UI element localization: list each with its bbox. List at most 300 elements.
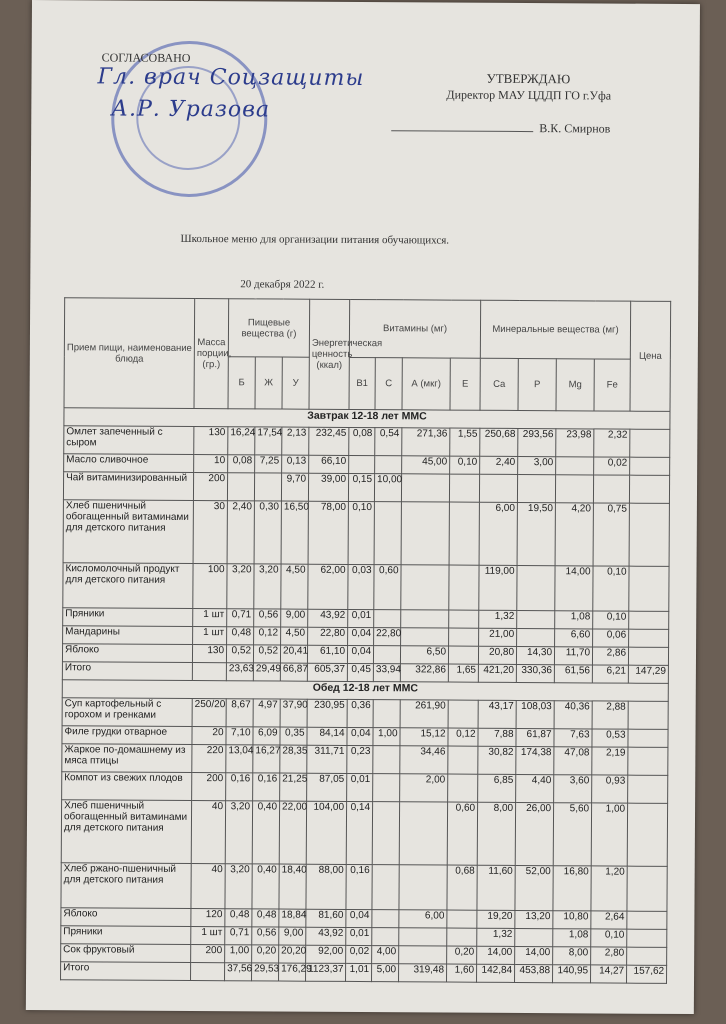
value-cell: 0,10 [593,566,629,611]
value-cell: 3,20 [225,801,252,864]
value-cell: 0,53 [592,729,628,747]
value-cell: 61,87 [516,728,554,746]
value-cell: 2,13 [282,427,309,455]
value-cell [627,803,667,866]
menu-date: 20 декабря 2022 г. [240,278,325,291]
value-cell: 9,00 [279,927,306,945]
value-cell: 61,56 [554,665,592,683]
value-cell [449,628,479,646]
value-cell: 7,88 [478,728,516,746]
value-cell: 140,95 [553,965,591,983]
value-cell: 22,80 [308,627,348,645]
value-cell: 22,00 [279,801,306,864]
value-cell [227,473,254,501]
header-fe: Fe [594,359,630,411]
value-cell [593,475,629,503]
value-cell: 1,01 [346,963,372,981]
value-cell: 0,02 [346,945,372,963]
value-cell [399,946,447,964]
value-cell: 0,93 [592,775,628,803]
signature-line [391,130,533,132]
value-cell [628,747,668,775]
value-cell [372,928,399,946]
value-cell [448,746,478,774]
dish-name-cell: Хлеб пшеничный обогащенный витаминами для детского питания [63,500,193,564]
header-a: А (мкг) [402,358,450,410]
value-cell: 1,00 [225,945,252,963]
menu-table [60,297,671,984]
table-row [63,500,669,567]
value-cell: 87,05 [307,773,347,801]
header-vitamins: Витамины (мг) [349,299,480,358]
value-cell: 10,00 [374,474,401,502]
value-cell: 28,35 [280,745,307,773]
value-cell: 4,00 [372,946,399,964]
value-cell: 2,80 [591,947,627,965]
value-cell: 84,14 [307,727,347,745]
value-cell [627,929,667,947]
value-cell: 2,32 [594,429,630,457]
value-cell: 18,40 [279,864,306,909]
value-cell [447,910,477,928]
value-cell: 92,00 [306,945,346,963]
value-cell: 21,25 [280,773,307,801]
value-cell: 20,41 [280,645,307,663]
value-cell: 1,08 [555,611,593,629]
value-cell: 66,10 [309,455,349,473]
value-cell: 10 [194,454,228,472]
value-cell: 61,10 [307,645,347,663]
value-cell [630,457,670,475]
value-cell: 0,01 [347,773,373,801]
value-cell: 18,84 [279,909,306,927]
value-cell: 4,50 [281,627,308,645]
value-cell: 88,00 [306,864,346,909]
dish-name-cell: Хлеб пшеничный обогащенный витаминами для детского питания [61,800,191,864]
value-cell: 311,71 [307,745,347,773]
value-cell [372,865,399,910]
value-cell: 1,65 [448,664,478,682]
dish-name-cell: Сок фруктовый [61,944,191,963]
value-cell: 2,00 [400,774,448,802]
header-e: Е [450,358,480,410]
value-cell: 250,68 [480,428,518,456]
value-cell: 3,00 [518,456,556,474]
value-cell: 147,29 [628,665,668,683]
table-row [61,863,667,912]
value-cell: 0,06 [593,629,629,647]
header-energy: Энергетическая ценность (ккал) [309,299,350,409]
value-cell: 10,80 [553,911,591,929]
value-cell: 261,90 [400,700,448,728]
section-title: Обед 12-18 лет ММС [62,680,668,702]
value-cell: 0,02 [594,457,630,475]
value-cell: 7,10 [226,727,253,745]
value-cell [627,866,667,911]
value-cell [373,700,400,728]
value-cell: 4,50 [281,564,308,609]
value-cell [375,456,402,474]
dish-name-cell: Кисломолочный продукт для детского питания [63,563,193,609]
value-cell: 0,71 [225,927,252,945]
value-cell: 271,36 [402,428,450,456]
value-cell: 13,20 [515,910,553,928]
value-cell: 20,80 [478,646,516,664]
value-cell: 43,92 [306,927,346,945]
value-cell: 0,08 [349,427,375,455]
value-cell: 104,00 [306,801,346,864]
value-cell: 200 [191,944,225,962]
value-cell: 0,56 [252,927,279,945]
value-cell: 0,20 [447,946,477,964]
director-name: В.К. Смирнов [539,121,611,136]
value-cell: 0,48 [252,909,279,927]
value-cell: 1,00 [373,728,400,746]
value-cell: 0,60 [374,565,401,610]
dish-name-cell: Филе грудки отварное [62,726,192,745]
value-cell: 29,53 [252,963,279,981]
value-cell [627,947,667,965]
value-cell: 1 шт [193,626,227,644]
value-cell [448,646,478,664]
value-cell [629,611,669,629]
value-cell: 14,00 [555,566,593,611]
dish-name-cell: Жаркое по-домашнему из мяса птицы [62,744,192,773]
table-row [61,800,667,867]
value-cell [628,647,668,665]
value-cell [630,429,670,457]
value-cell: 0,60 [447,802,477,865]
value-cell [555,475,593,503]
value-cell: 39,00 [308,473,348,501]
value-cell: 16,24 [228,427,255,455]
dish-name-cell: Пряники [63,608,193,627]
value-cell [399,865,447,910]
value-cell: 108,03 [516,700,554,728]
value-cell: 6,00 [399,910,447,928]
value-cell [401,610,449,628]
value-cell: 0,40 [252,864,279,909]
value-cell: 4,20 [555,503,593,566]
value-cell [191,962,225,980]
value-cell: 7,25 [255,455,282,473]
approved-label: УТВЕРЖДАЮ [486,70,571,87]
value-cell: 0,04 [347,645,373,663]
value-cell: 293,56 [518,428,556,456]
value-cell: 8,67 [226,699,253,727]
value-cell: 200 [192,772,226,800]
value-cell: 3,20 [227,564,254,609]
dish-name-cell: Компот из свежих плодов [62,772,192,801]
value-cell: 45,00 [402,456,450,474]
value-cell: 62,00 [308,564,348,609]
value-cell: 14,30 [516,646,554,664]
value-cell: 0,10 [591,929,627,947]
value-cell [517,565,555,610]
value-cell [449,610,479,628]
value-cell: 1,08 [553,929,591,947]
value-cell: 21,00 [479,628,517,646]
value-cell: 0,12 [448,728,478,746]
value-cell: 0,08 [228,455,255,473]
value-cell: 8,00 [477,802,515,865]
value-cell: 250/20 [192,698,226,726]
value-cell [449,565,479,610]
menu-table-body [61,408,671,984]
value-cell [629,629,669,647]
value-cell: 14,27 [591,965,627,983]
value-cell: 2,40 [480,456,518,474]
value-cell: 3,20 [225,864,252,909]
header-ca: Ca [480,358,518,410]
table-row [62,698,668,730]
agreed-label: СОГЛАСОВАНО [101,50,191,65]
dish-name-cell: Чай витаминизированный [63,472,193,501]
table-row [63,472,669,504]
value-cell: 40 [191,800,225,863]
value-cell: 22,80 [374,628,401,646]
value-cell: 34,46 [400,746,448,774]
value-cell: 11,70 [554,647,592,665]
value-cell [629,475,669,503]
value-cell: 5,00 [372,964,399,982]
value-cell: 2,88 [592,701,628,729]
value-cell: 1,60 [447,964,477,982]
value-cell: 13,04 [226,745,253,773]
dish-name-cell: Суп картофельный с горохом и гренками [62,698,192,727]
value-cell: 605,37 [307,663,347,681]
value-cell: 1,00 [591,803,627,866]
value-cell: 14,00 [515,946,553,964]
value-cell: 0,03 [348,564,374,609]
value-cell: 16,50 [281,501,308,564]
signature-title: Гл. врач Соцзащиты [97,64,365,92]
value-cell [629,503,669,566]
dish-name-cell: Хлеб ржано-пшеничный для детского питания [61,863,191,909]
value-cell [628,775,668,803]
value-cell [517,628,555,646]
value-cell [449,502,479,565]
value-cell [556,457,594,475]
value-cell: 15,12 [400,728,448,746]
value-cell: 0,68 [447,865,477,910]
value-cell: 0,40 [252,801,279,864]
value-cell [401,474,449,502]
dish-name-cell: Итого [62,662,192,681]
value-cell [517,610,555,628]
value-cell: 17,54 [255,427,282,455]
value-cell: 0,16 [226,773,253,801]
value-cell: 6,85 [478,774,516,802]
value-cell: 2,86 [592,647,628,665]
value-cell: 23,63 [226,663,253,681]
value-cell [447,928,477,946]
value-cell: 0,10 [450,456,480,474]
value-cell: 130 [192,644,226,662]
value-cell: 1,32 [479,610,517,628]
value-cell [399,928,447,946]
value-cell [448,774,478,802]
dish-name-cell: Масло сливочное [64,454,194,473]
value-cell [373,774,400,802]
document-page [26,0,700,1014]
value-cell: 0,75 [593,503,629,566]
table-row [63,563,669,612]
value-cell: 0,45 [347,663,373,681]
value-cell: 142,84 [477,964,515,982]
director-title: Директор МАУ ЦДДП ГО г.Уфа [446,87,612,103]
header-u: У [282,357,309,409]
value-cell: 0,54 [375,428,402,456]
value-cell: 6,50 [400,646,448,664]
value-cell: 6,60 [555,629,593,647]
header-p: P [518,358,556,410]
value-cell: 0,36 [347,699,373,727]
value-cell [628,729,668,747]
value-cell: 19,20 [477,910,515,928]
value-cell: 43,92 [308,609,348,627]
value-cell: 0,01 [348,609,374,627]
value-cell: 20 [192,726,226,744]
menu-title: Школьное меню для организации питания обучающихся. [180,232,450,247]
value-cell: 0,52 [253,645,280,663]
value-cell [479,474,517,502]
value-cell: 119,00 [479,565,517,610]
value-cell: 453,88 [515,964,553,982]
dish-name-cell: Яблоко [61,908,191,927]
value-cell [254,473,281,501]
value-cell: 232,45 [309,427,349,455]
value-cell: 40 [191,863,225,908]
value-cell: 0,15 [348,473,374,501]
value-cell: 0,56 [254,609,281,627]
value-cell: 130 [194,426,228,454]
header-b1: B1 [349,357,375,409]
value-cell: 0,12 [254,627,281,645]
value-cell: 6,09 [253,727,280,745]
value-cell: 0,14 [346,801,372,864]
value-cell: 3,60 [554,775,592,803]
table-row [62,744,668,776]
value-cell: 7,63 [554,729,592,747]
header-nutrients: Пищевые вещества (г) [228,299,309,357]
value-cell: 30,82 [478,746,516,774]
value-cell [449,474,479,502]
value-cell: 0,48 [227,627,254,645]
header-mass: Масса порции, (гр.) [194,298,229,408]
value-cell: 176,29 [279,963,306,981]
value-cell [628,701,668,729]
value-cell: 0,04 [348,627,374,645]
table-row [61,962,667,984]
value-cell: 421,20 [478,664,516,682]
value-cell [349,455,375,473]
value-cell [517,474,555,502]
value-cell: 29,49 [253,663,280,681]
value-cell: 66,87 [280,663,307,681]
value-cell: 0,10 [348,501,374,564]
value-cell: 1,55 [450,428,480,456]
value-cell: 16,80 [553,866,591,911]
value-cell: 1 шт [193,608,227,626]
value-cell: 0,52 [226,645,253,663]
value-cell: 1123,37 [306,963,346,981]
value-cell: 0,04 [346,909,372,927]
value-cell: 120 [191,908,225,926]
value-cell: 78,00 [308,501,348,564]
value-cell: 5,60 [553,803,591,866]
header-mg: Mg [556,359,594,411]
value-cell: 0,16 [346,864,372,909]
value-cell [399,802,447,865]
value-cell: 0,30 [254,501,281,564]
value-cell: 0,04 [347,727,373,745]
value-cell: 4,97 [253,699,280,727]
signature-name: А.Р. Уразова [111,96,271,123]
value-cell: 11,60 [477,865,515,910]
value-cell: 2,19 [592,747,628,775]
value-cell: 6,00 [479,502,517,565]
value-cell: 2,64 [591,911,627,929]
value-cell: 20,20 [279,945,306,963]
value-cell: 43,17 [478,700,516,728]
value-cell: 1,20 [591,866,627,911]
value-cell: 220 [192,744,226,772]
value-cell: 8,00 [553,947,591,965]
value-cell: 16,27 [253,745,280,773]
value-cell: 230,95 [307,699,347,727]
value-cell [373,746,400,774]
value-cell [401,565,449,610]
value-cell: 0,10 [593,611,629,629]
value-cell [372,802,399,865]
value-cell [448,700,478,728]
value-cell [374,502,401,565]
value-cell: 330,36 [516,664,554,682]
dish-name-cell: Яблоко [62,644,192,663]
value-cell: 200 [193,472,227,500]
value-cell: 322,86 [400,664,448,682]
value-cell: 3,20 [254,564,281,609]
value-cell: 47,08 [554,747,592,775]
dish-name-cell: Мандарины [63,626,193,645]
value-cell: 33,94 [373,664,400,682]
value-cell: 14,00 [477,946,515,964]
value-cell: 4,40 [516,774,554,802]
table-row [64,426,670,458]
value-cell: 100 [193,563,227,608]
value-cell: 23,98 [556,429,594,457]
value-cell [373,646,400,664]
value-cell [192,662,226,680]
value-cell: 157,62 [627,965,667,983]
value-cell: 6,21 [592,665,628,683]
value-cell: 30 [193,500,227,563]
value-cell: 0,71 [227,609,254,627]
value-cell: 81,60 [306,909,346,927]
header-c: C [375,358,402,410]
value-cell [374,610,401,628]
value-cell: 9,70 [281,473,308,501]
dish-name-cell: Пряники [61,926,191,945]
value-cell: 52,00 [515,865,553,910]
value-cell: 0,20 [252,945,279,963]
value-cell: 37,56 [225,963,252,981]
value-cell [627,911,667,929]
section-title: Завтрак 12-18 лет ММС [64,408,670,430]
dish-name-cell: Итого [61,962,191,981]
value-cell [401,628,449,646]
